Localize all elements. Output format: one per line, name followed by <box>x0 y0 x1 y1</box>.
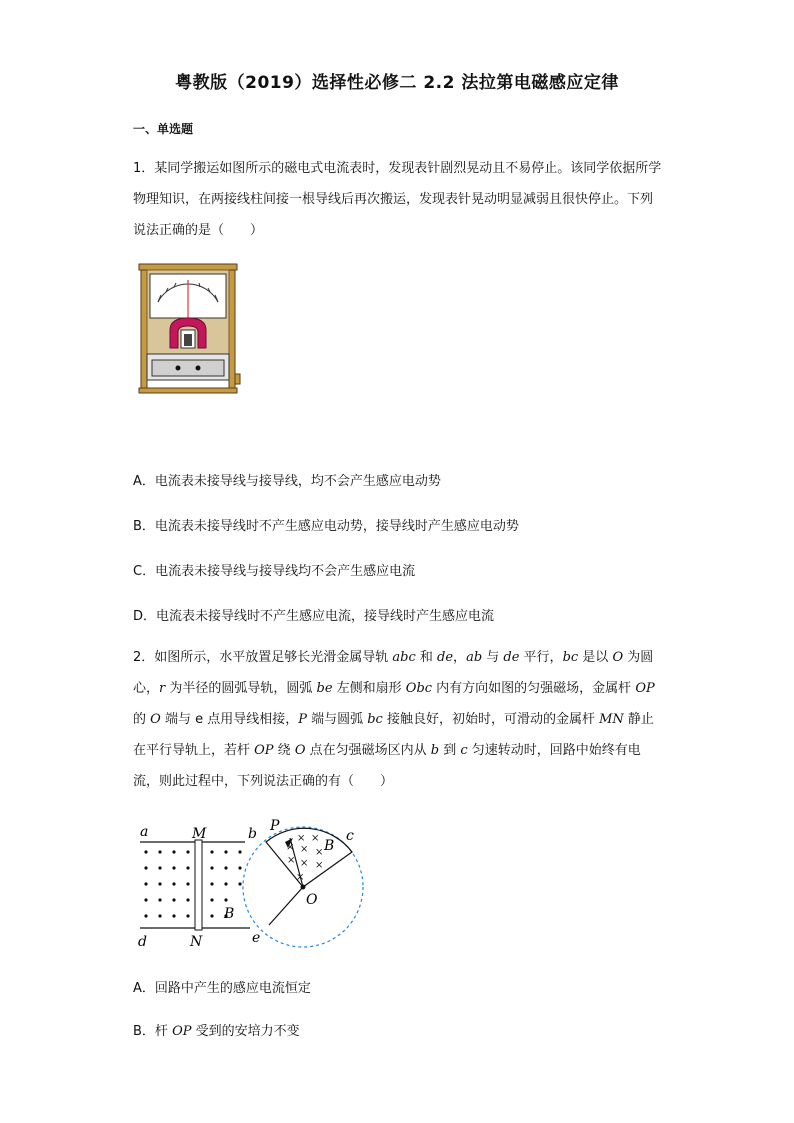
q2-segments-segment: 匀速转动时，回路中始终有电流，则此过程中，下列说法正确的有（ ） <box>133 743 641 789</box>
svg-text:×: × <box>315 847 324 858</box>
q2-segments-segment: 是以 <box>578 650 613 665</box>
q2-segments-segment: 与 <box>482 650 504 665</box>
label-m: M <box>192 826 207 842</box>
q2-segments-segment: O <box>294 743 306 758</box>
rail-field-figure <box>130 818 380 952</box>
field-dot <box>158 898 161 901</box>
label-b: b <box>248 826 257 842</box>
q2-segments-segment: 绕 <box>273 743 295 758</box>
field-dot <box>186 866 189 869</box>
question-1-text: 1．某同学搬运如图所示的磁电式电流表时，发现表针剧烈晃动且不易停止。该同学依据所学物理知识，在两接线柱间接一根导线后再次搬运，发现表针晃动明显减弱且很快停止。下列说法正确的是（ ） <box>133 161 662 238</box>
q2-segments-segment: 和 <box>415 650 438 665</box>
field-dot <box>144 882 147 885</box>
field-dot <box>144 914 147 917</box>
field-dot <box>238 866 241 869</box>
q2-segments-segment: de <box>503 650 520 665</box>
field-dot <box>210 850 213 853</box>
q2-segments-segment: 内有方向如图的匀强磁场，金属杆 <box>432 681 636 696</box>
field-dot <box>172 850 175 853</box>
svg-text:×: × <box>297 833 306 844</box>
field-dot <box>158 850 161 853</box>
q2-segments-segment: OP <box>254 743 274 758</box>
label-d: d <box>138 934 147 950</box>
label-b-field-1: B <box>324 838 335 854</box>
svg-text:×: × <box>286 842 295 853</box>
field-dot <box>186 850 189 853</box>
svg-text:×: × <box>300 858 309 869</box>
q2-segments-segment: 2．如图所示，水平放置足够长光滑金属导轨 <box>133 650 393 665</box>
q1-option-a: A．电流表未接导线与接导线，均不会产生感应电动势 <box>133 474 441 489</box>
field-dot <box>144 898 147 901</box>
field-dot <box>172 882 175 885</box>
field-dot <box>210 898 213 901</box>
label-a: a <box>140 824 149 840</box>
q2-segments-segment: be <box>316 681 333 696</box>
label-p: P <box>270 818 280 834</box>
q2-segments-segment: 为圆心， <box>133 650 654 696</box>
q2-segments-segment: 平行， <box>519 650 563 665</box>
q2-option-b <box>133 1020 300 1039</box>
field-dot <box>144 866 147 869</box>
field-dot <box>172 914 175 917</box>
q2-segments-segment: MN <box>599 712 624 727</box>
field-dot <box>186 914 189 917</box>
field-dot <box>172 898 175 901</box>
q2-segments-segment: O <box>612 650 624 665</box>
q2-segments-segment: bc <box>367 712 383 727</box>
field-dot <box>224 898 227 901</box>
q2-segments-segment: P <box>298 712 307 727</box>
field-dot <box>224 850 227 853</box>
field-dot <box>224 882 227 885</box>
q1-option-d: D．电流表未接导线时不产生感应电流，接导线时产生感应电流 <box>133 609 495 624</box>
field-dot <box>158 914 161 917</box>
q2-segments-segment: 静止在平行导轨上，若杆 <box>133 712 654 758</box>
label-e: e <box>252 930 261 946</box>
q2-segments-segment: de <box>437 650 454 665</box>
svg-text:×: × <box>300 844 309 855</box>
q2-segments-segment: 接触良好，初始时，可滑动的金属杆 <box>382 712 600 727</box>
q2-segments-segment: 左侧和扇形 <box>332 681 406 696</box>
q2-option-segment: 受到的安培力不变 <box>191 1024 300 1039</box>
field-dot <box>144 850 147 853</box>
q2-option-segment: OP <box>172 1024 192 1039</box>
label-o: O <box>306 892 318 908</box>
q2-segments-segment: 端与 e 点用导线相接， <box>160 712 299 727</box>
question-2-text <box>133 642 663 797</box>
q2-segments-segment: bc <box>562 650 579 665</box>
field-dot <box>158 866 161 869</box>
label-b-field-2: B <box>224 906 235 922</box>
q2-segments-segment: b <box>430 743 440 758</box>
field-dot <box>158 882 161 885</box>
label-n: N <box>190 934 203 950</box>
q2-segments-segment: OP <box>635 681 655 696</box>
field-dot <box>238 882 241 885</box>
q2-segments-segment: Obc <box>405 681 433 696</box>
q2-segments-segment: r <box>159 681 166 696</box>
svg-text:×: × <box>296 872 305 883</box>
field-dot <box>186 882 189 885</box>
field-dot <box>210 914 213 917</box>
field-dot <box>224 866 227 869</box>
q2-segments-segment: ab <box>466 650 483 665</box>
q2-segments-segment: 点在匀强磁场区内从 <box>305 743 431 758</box>
q2-segments-segment: abc <box>392 650 416 665</box>
q2-option-segment: B．杆 <box>133 1024 173 1039</box>
svg-text:×: × <box>315 860 324 871</box>
field-dot <box>238 850 241 853</box>
q2-segments-segment: 端与圆弧 <box>306 712 368 727</box>
q1-option-b: B．电流表未接导线时不产生感应电动势，接导线时产生感应电动势 <box>133 519 519 534</box>
q2-segments-segment: 的 <box>133 712 151 727</box>
field-dot <box>210 866 213 869</box>
svg-text:×: × <box>287 855 296 866</box>
svg-text:×: × <box>311 833 320 844</box>
q2-segments-segment: c <box>460 743 468 758</box>
q2-segments-segment: ， <box>453 650 467 665</box>
section-heading: 一、单选题 <box>133 122 194 136</box>
page-title: 粤教版（2019）选择性必修二 2.2 法拉第电磁感应定律 <box>175 73 619 93</box>
galvanometer-figure <box>136 262 242 398</box>
label-c: c <box>346 828 354 844</box>
q2-segments-segment: 到 <box>439 743 461 758</box>
field-dot <box>210 882 213 885</box>
q1-option-c: C．电流表未接导线与接导线均不会产生感应电流 <box>133 564 416 579</box>
field-dot <box>172 866 175 869</box>
q2-segments-segment: 为半径的圆弧导轨，圆弧 <box>165 681 317 696</box>
q2-segments-segment: O <box>150 712 161 727</box>
field-dot <box>186 898 189 901</box>
q2-option-a <box>133 977 311 996</box>
q2-option-segment: A．回路中产生的感应电流恒定 <box>133 981 311 996</box>
